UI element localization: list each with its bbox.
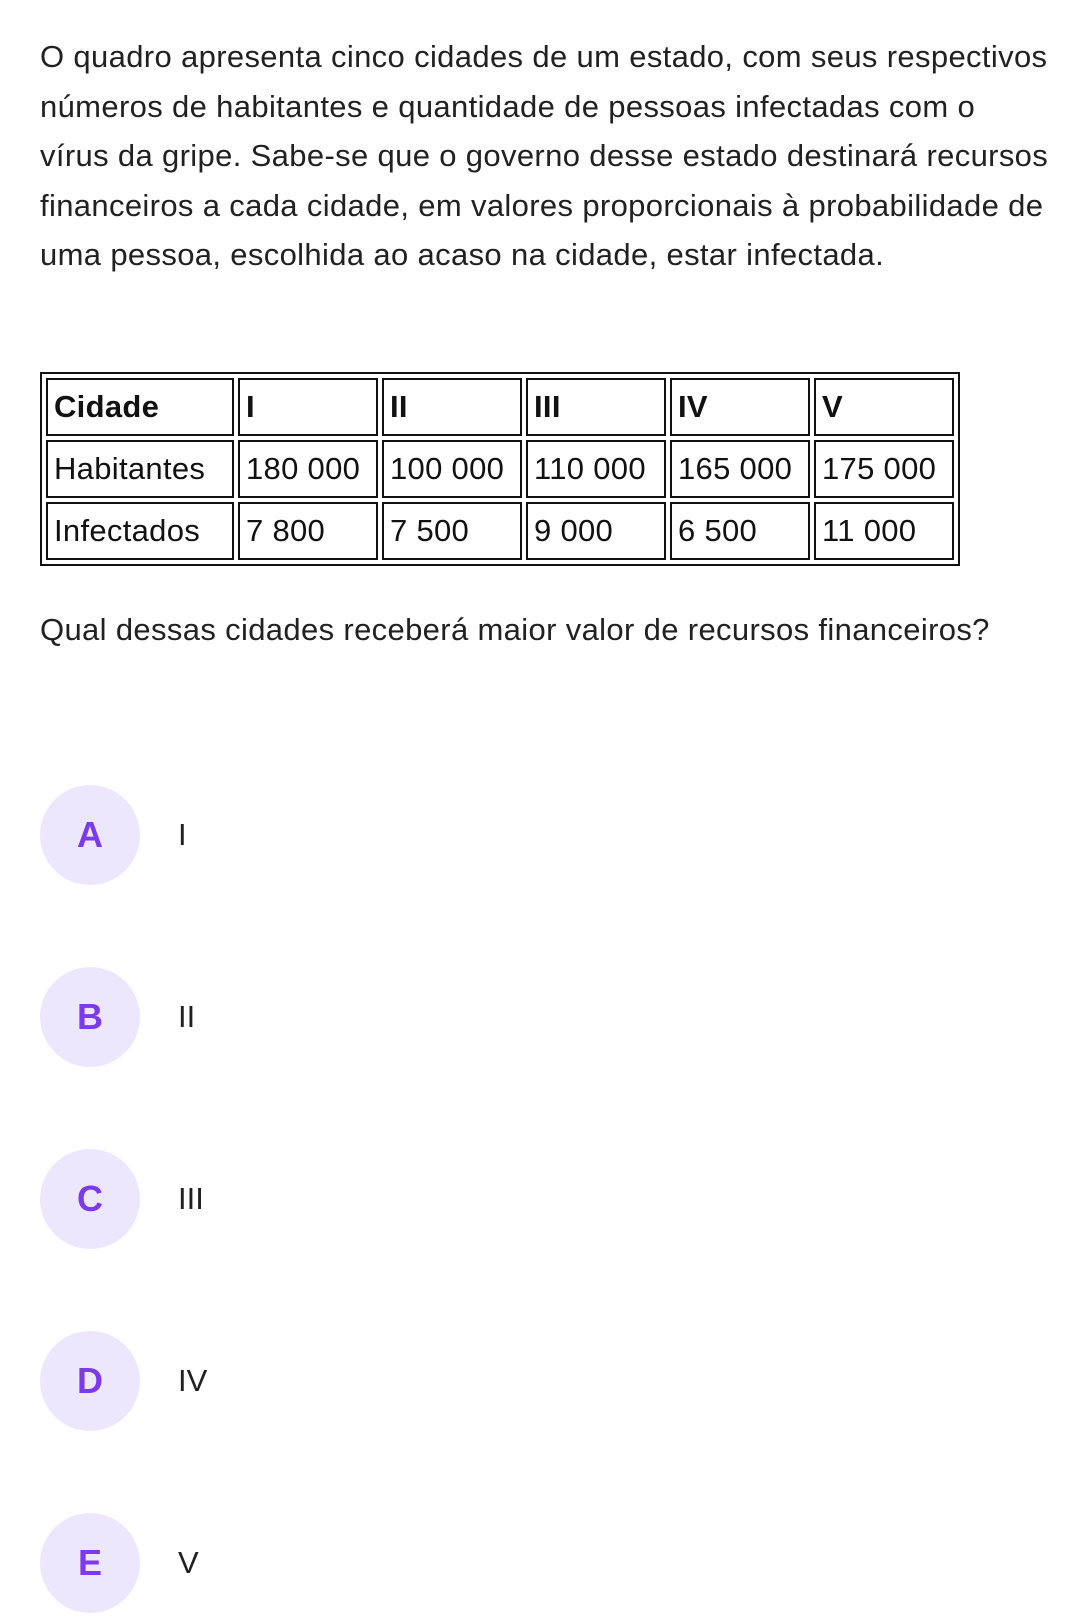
option-d[interactable] bbox=[40, 1331, 207, 1431]
question-statement: O quadro apresenta cinco cidades de um estado, com seus respectivos números de habitantes e quantidade de pessoas infectadas com o vírus da gripe. Sabe-se que o governo desse estado destinará recursos financeiros a cada cidade, em valores proporcionais à probabilidade de uma pessoa, escolhida ao acaso na cidade, estar infectada. bbox=[40, 39, 1049, 272]
option-c[interactable] bbox=[40, 1149, 207, 1249]
option-b[interactable] bbox=[40, 967, 207, 1067]
table-header-row bbox=[46, 378, 954, 436]
table-cell: 7 500 bbox=[382, 502, 522, 560]
option-text: V bbox=[178, 1545, 199, 1580]
table-cell: 7 800 bbox=[238, 502, 378, 560]
table-header-cell: II bbox=[382, 378, 522, 436]
question-prompt: Qual dessas cidades receberá maior valor de recursos financeiros? bbox=[40, 612, 990, 647]
option-letter-badge: A bbox=[40, 785, 140, 885]
option-letter-badge: C bbox=[40, 1149, 140, 1249]
table-header-cell: Cidade bbox=[46, 378, 234, 436]
table-cell: 110 000 bbox=[526, 440, 666, 498]
table-cell: 9 000 bbox=[526, 502, 666, 560]
option-text: I bbox=[178, 817, 187, 852]
table-cell: 100 000 bbox=[382, 440, 522, 498]
table-cell: 11 000 bbox=[814, 502, 954, 560]
table-cell: Habitantes bbox=[46, 440, 234, 498]
option-text: IV bbox=[178, 1363, 208, 1398]
table-row bbox=[46, 440, 954, 498]
data-table-container bbox=[40, 372, 960, 566]
option-a[interactable] bbox=[40, 785, 207, 885]
option-letter-badge: E bbox=[40, 1513, 140, 1613]
table-header-cell: I bbox=[238, 378, 378, 436]
option-letter-badge: D bbox=[40, 1331, 140, 1431]
table-header-cell: III bbox=[526, 378, 666, 436]
table-row bbox=[46, 502, 954, 560]
table-cell: 165 000 bbox=[670, 440, 810, 498]
option-text: III bbox=[178, 1181, 204, 1216]
option-letter-badge: B bbox=[40, 967, 140, 1067]
table-header-cell: IV bbox=[670, 378, 810, 436]
city-data-table bbox=[40, 372, 960, 566]
table-cell: 180 000 bbox=[238, 440, 378, 498]
option-text: II bbox=[178, 999, 196, 1034]
table-cell: 6 500 bbox=[670, 502, 810, 560]
option-e[interactable] bbox=[40, 1513, 207, 1613]
table-cell: Infectados bbox=[46, 502, 234, 560]
answer-options bbox=[40, 785, 207, 1613]
table-header-cell: V bbox=[814, 378, 954, 436]
table-cell: 175 000 bbox=[814, 440, 954, 498]
